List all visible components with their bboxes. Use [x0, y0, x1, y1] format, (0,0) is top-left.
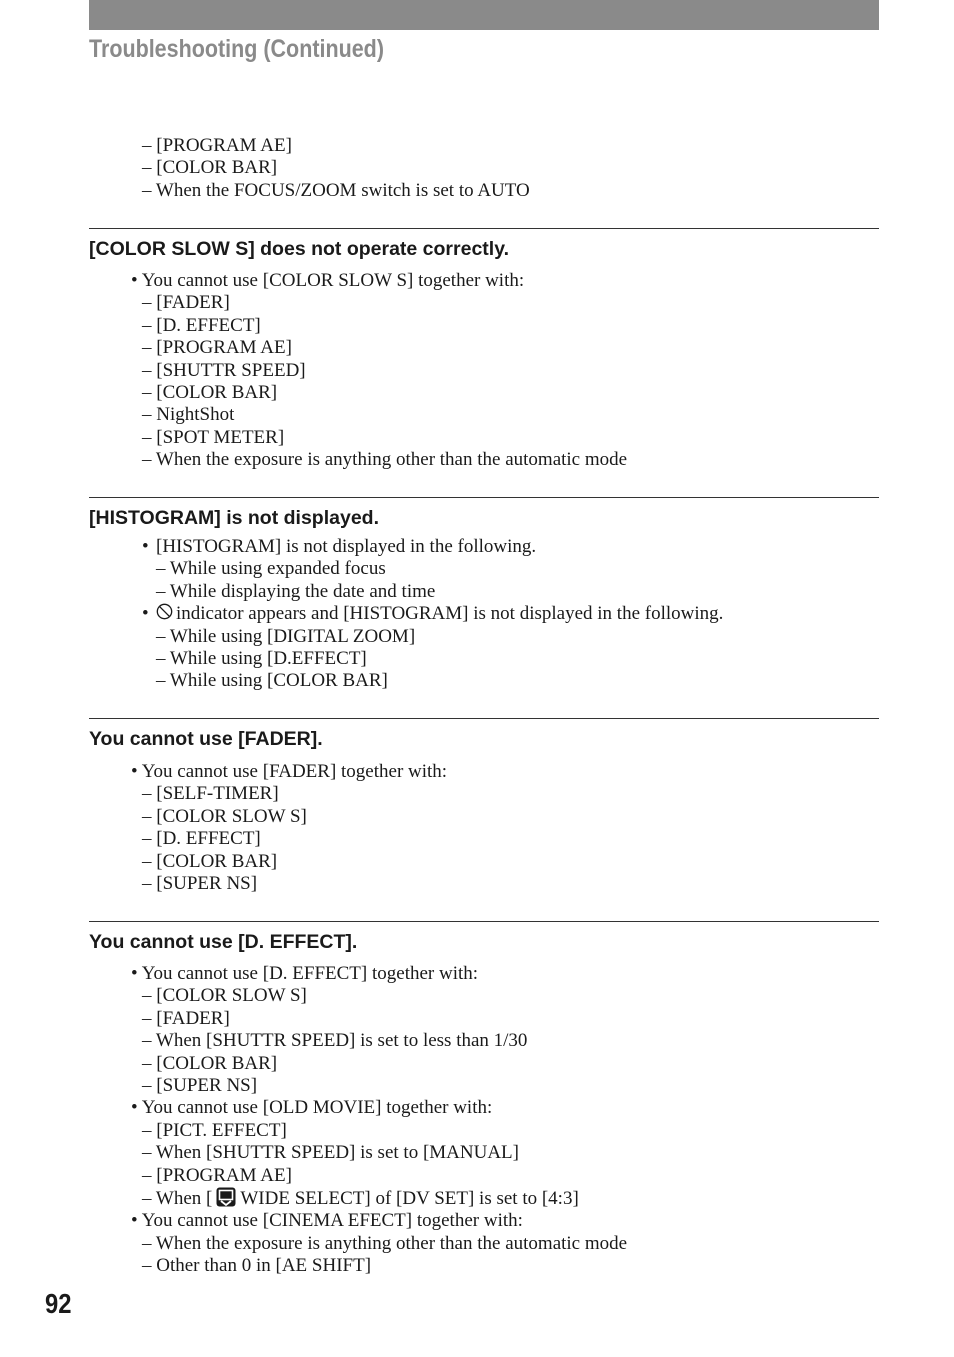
list-item: – [COLOR BAR] — [142, 157, 278, 179]
list-item: – [D. EFFECT] — [142, 828, 261, 850]
list-item: – While using [DIGITAL ZOOM] — [156, 625, 416, 647]
section-body-fader — [131, 761, 447, 895]
intro-list — [142, 135, 530, 202]
page-title: Troubleshooting (Continued) — [89, 35, 384, 63]
list-item: – [D. EFFECT] — [142, 314, 261, 336]
list-item: – When the FOCUS/ZOOM switch is set to AUTO — [142, 179, 530, 201]
list-text-suffix: WIDE SELECT] of [DV SET] is set to [4:3] — [240, 1188, 579, 1210]
list-item: – [SPOT METER] — [142, 426, 285, 448]
list-item: – When [SHUTTR SPEED] is set to less than 1/30 — [142, 1030, 528, 1052]
wide-select-icon — [216, 1187, 236, 1207]
bullet-item: • You cannot use [D. EFFECT] together with: — [131, 963, 479, 984]
list-item: – [COLOR BAR] — [142, 1052, 278, 1074]
section-body-color-slow-s — [131, 270, 627, 472]
section-divider — [89, 228, 879, 229]
list-item: – [FADER] — [142, 1007, 230, 1029]
list-item: – [SUPER NS] — [142, 1075, 258, 1097]
list-item: – [COLOR SLOW S] — [142, 805, 307, 827]
list-item: – When the exposure is anything other than the automatic mode — [142, 1232, 628, 1254]
list-item: – While using [D.EFFECT] — [156, 648, 367, 670]
bullet-item: • You cannot use [FADER] together with: — [131, 761, 448, 782]
bullet-item: • You cannot use [OLD MOVIE] together with: — [131, 1097, 493, 1119]
bullet-text: [HISTOGRAM] is not displayed in the following. — [156, 536, 537, 557]
prohibited-icon — [156, 603, 173, 620]
section-heading-d-effect: You cannot use [D. EFFECT]. — [89, 931, 358, 953]
list-item: – [PROGRAM AE] — [142, 337, 292, 359]
list-item: – [PICT. EFFECT] — [142, 1119, 287, 1141]
list-item: – When the exposure is anything other than the automatic mode — [142, 449, 628, 471]
bullet-dot: • — [142, 603, 149, 625]
list-item: – NightShot — [142, 404, 235, 426]
section-divider — [89, 921, 879, 922]
list-item: – Other than 0 in [AE SHIFT] — [142, 1255, 372, 1277]
list-item: – While using expanded focus — [156, 558, 386, 580]
list-item: – [PROGRAM AE] — [142, 135, 292, 156]
list-item: – [SUPER NS] — [142, 873, 258, 895]
list-item — [131, 1187, 627, 1210]
list-item: – [COLOR SLOW S] — [142, 985, 307, 1007]
bullet-text: indicator appears and [HISTOGRAM] is not displayed in the following. — [176, 603, 724, 625]
page-number: 92 — [45, 1288, 72, 1319]
list-item: – [COLOR BAR] — [142, 850, 278, 872]
list-text-prefix: – When [ — [142, 1188, 213, 1210]
header-bar — [89, 0, 879, 30]
section-heading-color-slow-s: [COLOR SLOW S] does not operate correctly. — [89, 238, 510, 260]
section-body-histogram — [142, 536, 723, 693]
list-item: – While using [COLOR BAR] — [156, 670, 388, 692]
list-item: – [SELF-TIMER] — [142, 783, 279, 805]
list-item: – [PROGRAM AE] — [142, 1164, 292, 1186]
section-divider — [89, 497, 879, 498]
bullet-item: • You cannot use [COLOR SLOW S] together with: — [131, 270, 525, 291]
bullet-item — [142, 536, 723, 558]
list-item: – When [SHUTTR SPEED] is set to [MANUAL] — [142, 1142, 519, 1164]
section-divider — [89, 718, 879, 719]
bullet-item — [142, 603, 723, 625]
list-item: – While displaying the date and time — [156, 580, 436, 602]
section-heading-histogram: [HISTOGRAM] is not displayed. — [89, 507, 379, 529]
section-heading-fader: You cannot use [FADER]. — [89, 728, 323, 750]
section-body-d-effect — [131, 963, 627, 1278]
list-item: – [SHUTTR SPEED] — [142, 359, 306, 381]
bullet-item: • You cannot use [CINEMA EFECT] together with: — [131, 1210, 523, 1232]
bullet-dot: • — [142, 536, 149, 557]
list-item: – [COLOR BAR] — [142, 382, 278, 404]
list-item: – [FADER] — [142, 292, 230, 314]
